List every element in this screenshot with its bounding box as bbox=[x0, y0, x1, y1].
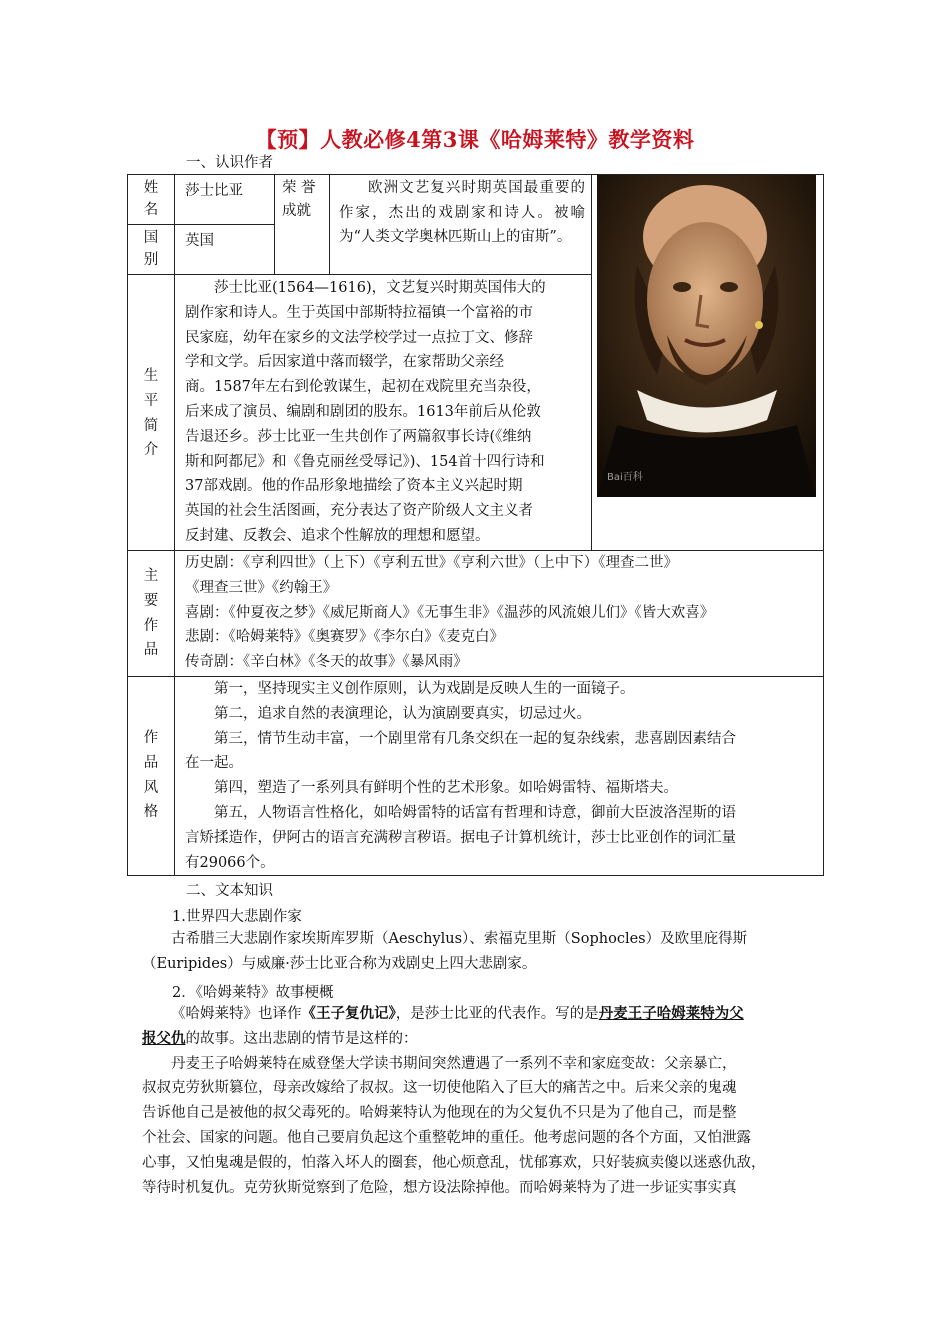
style-line: 有29066个。 bbox=[185, 854, 275, 871]
country-label: 国别 bbox=[143, 230, 159, 268]
item1-title: 1.世界四大悲剧作家 bbox=[172, 909, 302, 925]
story-line: 叔叔克劳狄斯篡位，母亲改嫁给了叔叔。这一切使他陷入了巨大的痛苦之中。后来父亲的鬼魂 bbox=[142, 1080, 737, 1097]
country-value: 英国 bbox=[185, 233, 214, 249]
bio-line: 莎士比亚(1564—1616)，文艺复兴时期英国伟大的 bbox=[214, 280, 546, 296]
style-line: 第二，追求自然的表演理论，认为演剧要真实，切忌过火。 bbox=[214, 705, 591, 722]
bio-label: 生平简介 bbox=[143, 368, 159, 459]
portrait-watermark: Bai百科 bbox=[607, 472, 643, 483]
bio-line: 剧作家和诗人。生于英国中部斯特拉福镇一个富裕的市 bbox=[185, 304, 533, 321]
works-line: 悲剧：《哈姆莱特》《奥赛罗》《李尔白》《麦克白》 bbox=[185, 629, 504, 646]
style-line: 言矫揉造作，伊阿古的语言充满秽言秽语。据电子计算机统计，莎士比亚创作的词汇量 bbox=[185, 829, 736, 846]
style-line: 第四，塑造了一系列具有鲜明个性的艺术形象。如哈姆雷特、福斯塔夫。 bbox=[214, 780, 678, 797]
style-line: 在一起。 bbox=[185, 755, 243, 772]
name-label: 姓名 bbox=[143, 180, 159, 218]
shakespeare-portrait bbox=[597, 175, 816, 497]
works-line: 传奇剧：《辛白林》《冬天的故事》《暴风雨》 bbox=[185, 654, 468, 671]
story-line: 个社会、国家的问题。他自己要肩负起这个重整乾坤的重任。他考虑问题的各个方面，又怕泄露 bbox=[142, 1129, 751, 1146]
honor-label: 荣 誉 成就 bbox=[282, 180, 316, 219]
section-heading-author: 一、认识作者 bbox=[186, 155, 273, 171]
theme-highlight: 丹麦王子哈姆莱特为父 bbox=[598, 1005, 744, 1022]
bio-line: 后来成了演员、编剧和剧团的股东。1613年前后从伦敦 bbox=[185, 403, 541, 420]
style-line: 第三，情节生动丰富，一个剧里常有几条交织在一起的复杂线索，悲喜剧因素结合 bbox=[214, 730, 736, 747]
bio-line: 反封建、反教会、追求个性解放的理想和愿望。 bbox=[185, 527, 490, 544]
bio-line: 斯和阿都尼》和《鲁克丽丝受辱记》)、154首十四行诗和 bbox=[185, 453, 545, 470]
bio-line: 学和文学。后因家道中落而辍学，在家帮助父亲经 bbox=[185, 354, 504, 371]
item2-text: 《哈姆莱特》也译作《王子复仇记》，是莎士比亚的代表作。写的是丹麦王子哈姆莱特为父 报父仇的故事。这出悲剧的情节是这样的： 丹麦王子哈姆莱特在威登堡大学读书期间突然遭遇了一系列不幸和家庭变故：父亲暴亡， 叔叔克劳狄斯篡位，母亲改嫁给了叔叔。这一切使他陷入了巨大的痛苦之中。后来父亲的鬼魂 告诉他自己是被他的叔父毒死的。哈姆莱特认为他现在的为父复仇不只是为了他自己，而是整 个社会、国家的问题。他自己要肩负起这个重整乾坤的重任。他考虑问题的各个方面，又怕泄露 心事，又怕鬼魂是假的，怕落入坏人的圈套，他心烦意乱，忧郁寡欢，只好装疯卖傻以迷惑仇敌， 等待时机复仇。克劳狄斯觉察到了危险，想方设法除掉他。而哈姆莱特为了进一步证实事实真 bbox=[142, 1002, 822, 1200]
works-line: 喜剧：《仲夏夜之梦》《威尼斯商人》《无事生非》《温莎的风流娘儿们》《皆大欢喜》 bbox=[185, 604, 715, 621]
bio-line: 民家庭，幼年在家乡的文法学校学过一点拉丁文、修辞 bbox=[185, 329, 533, 346]
page-title: 【预】人教必修4第3课《哈姆莱特》教学资料 bbox=[255, 127, 695, 152]
alt-title: 《王子复仇记》 bbox=[301, 1005, 396, 1022]
name-value: 莎士比亚 bbox=[185, 183, 243, 199]
bio-line: 商。1587年左右到伦敦谋生，起初在戏院里充当杂役， bbox=[185, 379, 541, 396]
style-line: 第五，人物语言性格化，如哈姆雷特的话富有哲理和诗意，御前大臣波洛涅斯的语 bbox=[214, 804, 736, 821]
bio-line: 37部戏剧。他的作品形象地描绘了资本主义兴起时期 bbox=[185, 478, 523, 495]
works-line: 历史剧：《亨利四世》（上下）《亨利五世》《亨利六世》（上中下）《理查二世》 bbox=[185, 555, 678, 571]
honor-text: 欧洲文艺复兴时期英国最重要的作家，杰出的戏剧家和诗人。被喻为“人类文学奥林匹斯山上的宙斯”。 bbox=[339, 180, 585, 246]
item1-text bbox=[142, 927, 822, 977]
works-line: 《理查三世》《约翰王》 bbox=[185, 579, 338, 596]
item2-title: 2．《哈姆莱特》故事梗概 bbox=[172, 985, 334, 1001]
style-label: 作品风格 bbox=[143, 730, 159, 821]
story-line: 告诉他自己是被他的叔父毒死的。哈姆莱特认为他现在的为父复仇不只是为了他自己，而是整 bbox=[142, 1105, 737, 1122]
item2-para1: 《哈姆莱特》也译作《王子复仇记》，是莎士比亚的代表作。写的是丹麦王子哈姆莱特为父 bbox=[171, 1005, 744, 1022]
style-line: 第一，坚持现实主义创作原则，认为戏剧是反映人生的一面镜子。 bbox=[214, 681, 635, 697]
portrait-image bbox=[597, 175, 816, 497]
story-line: 心事，又怕鬼魂是假的，怕落入坏人的圈套，他心烦意乱，忧郁寡欢，只好装疯卖傻以迷惑仇敌， bbox=[142, 1154, 766, 1171]
style-text bbox=[185, 677, 817, 875]
works-label: 主要作品 bbox=[143, 568, 159, 659]
works-text bbox=[185, 551, 817, 675]
item1-line: 古希腊三大悲剧作家埃斯库罗斯（Aeschylus）、索福克里斯（Sophocles）及欧里庇得斯 bbox=[171, 931, 748, 947]
bio-line: 英国的社会生活图画，充分表达了资产阶级人文主义者 bbox=[185, 503, 533, 520]
theme-highlight-cont: 报父仇 bbox=[142, 1029, 186, 1047]
section-heading-text: 二、文本知识 bbox=[186, 883, 273, 899]
item1-line: （Euripides）与威廉·莎士比亚合称为戏剧史上四大悲剧家。 bbox=[142, 955, 537, 972]
bio-line: 告退还乡。莎士比亚一生共创作了两篇叙事长诗(《维纳 bbox=[185, 428, 532, 445]
story-line: 等待时机复仇。克劳狄斯觉察到了危险，想方设法除掉他。而哈姆莱特为了进一步证实事实真 bbox=[142, 1179, 737, 1196]
bio-text bbox=[185, 276, 585, 549]
story-line: 丹麦王子哈姆莱特在威登堡大学读书期间突然遭遇了一系列不幸和家庭变故：父亲暴亡， bbox=[171, 1055, 737, 1072]
